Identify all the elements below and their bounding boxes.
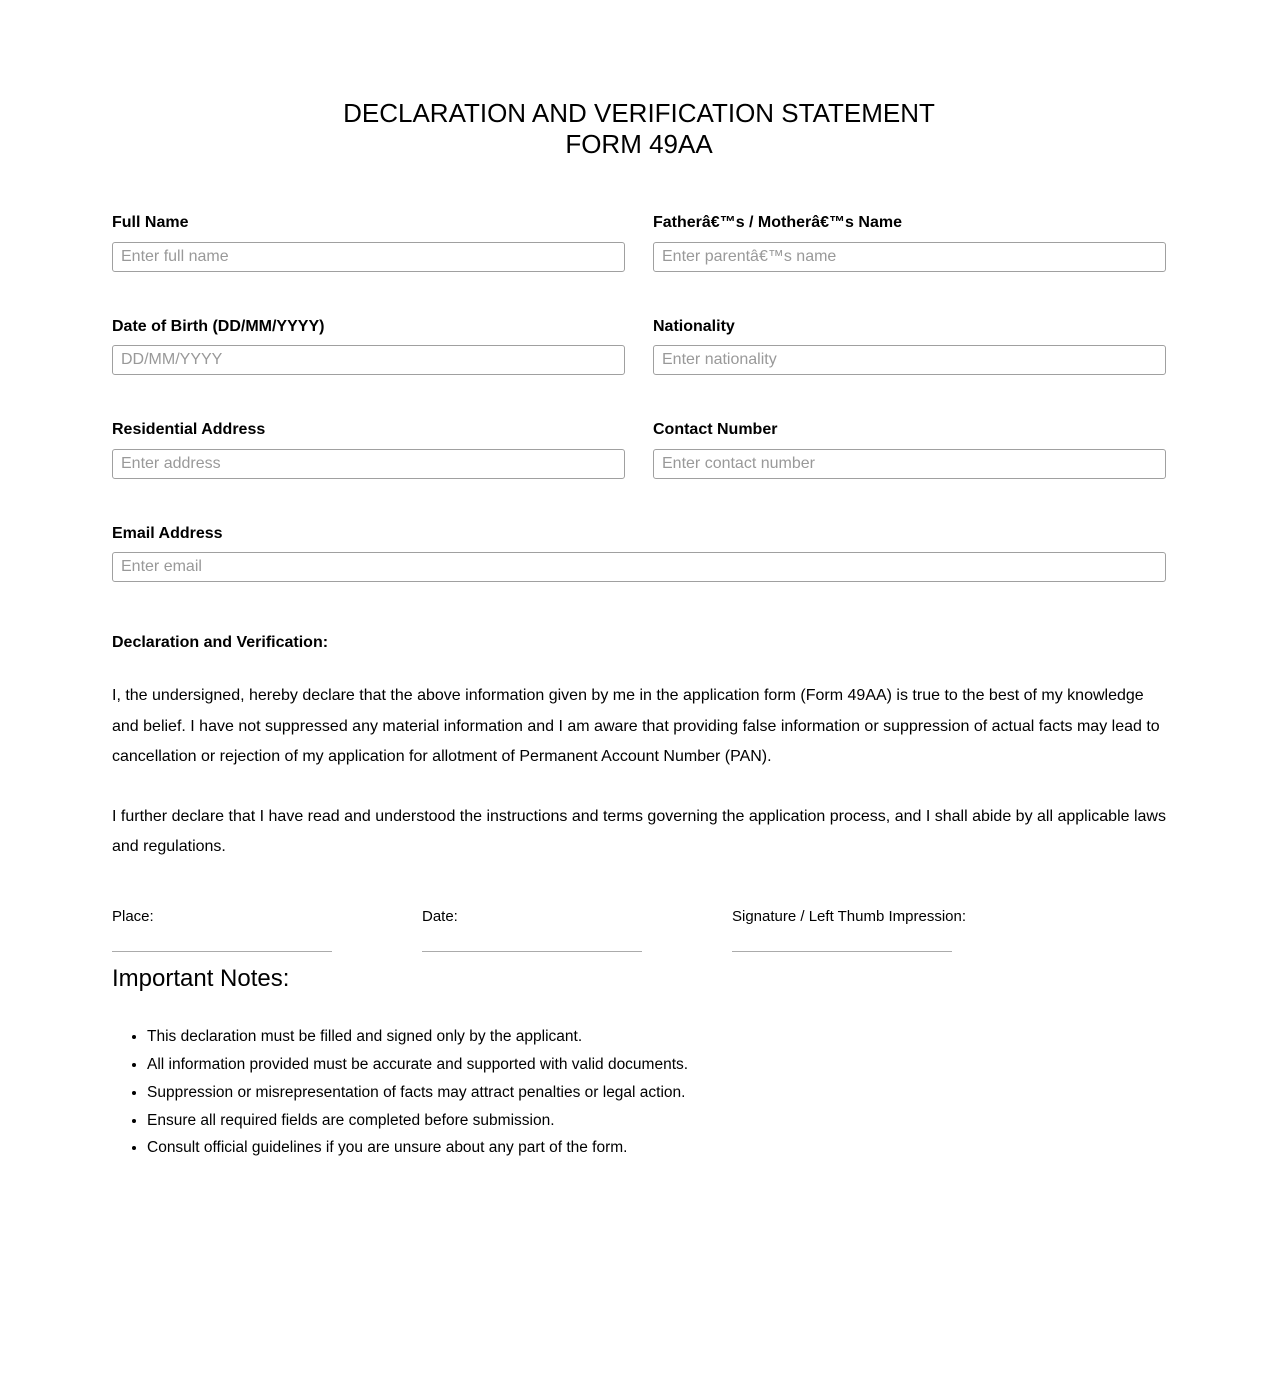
form-row-2 — [112, 318, 1166, 375]
form-page — [112, 98, 1166, 1157]
residential-address-input[interactable] — [112, 449, 625, 479]
note-item: • Suppression or misrepresentation of facts may attract penalties or legal action. — [147, 1084, 1166, 1102]
date-block — [422, 908, 732, 951]
date-label: Date: — [422, 908, 458, 926]
email-address-label: Email Address — [112, 524, 223, 542]
nationality-label: Nationality — [653, 317, 735, 335]
full-name-input[interactable] — [112, 242, 625, 272]
contact-number-label: Contact Number — [653, 421, 778, 439]
contact-number-input[interactable] — [653, 449, 1166, 479]
email-address-input[interactable] — [112, 552, 1166, 582]
nationality-input[interactable] — [653, 345, 1166, 375]
signature-line — [732, 951, 952, 952]
page-title-line2: FORM 49AA — [565, 129, 713, 160]
note-item: • Ensure all required fields are completed before submission. — [147, 1112, 1166, 1130]
form-row-4 — [112, 525, 1166, 582]
field-date-of-birth — [112, 318, 625, 375]
date-line — [422, 951, 642, 952]
field-nationality — [653, 318, 1166, 375]
declaration-heading: Declaration and Verification: — [112, 633, 329, 651]
declaration-paragraph-1: I, the undersigned, hereby declare that the above information given by me in the application form (Form 49AA) is true to the best of my knowledge and belief. I have not suppressed any material information and I am aware that providing false information or suppression of actual facts may lead to cancellation or rejection of my application for allotment of Permanent Account Number (PAN). — [112, 687, 1160, 766]
note-item: • Consult official guidelines if you are unsure about any part of the form. — [147, 1139, 1166, 1157]
parents-name-input[interactable] — [653, 242, 1166, 272]
note-item: • All information provided must be accurate and supported with valid documents. — [147, 1056, 1166, 1074]
page-title — [112, 98, 1166, 160]
field-full-name — [112, 214, 625, 271]
parents-name-label: Fatherâ€™s / Motherâ€™s Name — [653, 214, 902, 232]
date-of-birth-input[interactable] — [112, 345, 625, 375]
field-parents-name — [653, 214, 1166, 271]
place-label: Place: — [112, 908, 154, 926]
residential-address-label: Residential Address — [112, 421, 266, 439]
form-row-3 — [112, 421, 1166, 478]
page-title-line1: DECLARATION AND VERIFICATION STATEMENT — [343, 98, 935, 128]
field-contact-number — [653, 421, 1166, 478]
signature-block — [732, 908, 966, 951]
place-block — [112, 908, 422, 951]
signature-row — [112, 908, 1166, 951]
date-of-birth-label: Date of Birth (DD/MM/YYYY) — [112, 317, 325, 335]
signature-label: Signature / Left Thumb Impression: — [732, 908, 967, 926]
important-notes-heading: Important Notes: — [112, 964, 290, 992]
form-row-1 — [112, 214, 1166, 271]
important-notes-list — [112, 1028, 1166, 1157]
place-line — [112, 951, 332, 952]
declaration-paragraph-2: I further declare that I have read and understood the instructions and terms governing the application process, and I shall abide by all applicable laws and regulations. — [112, 807, 1166, 855]
field-email-address — [112, 525, 1166, 582]
note-item: • This declaration must be filled and signed only by the applicant. — [147, 1028, 1166, 1046]
full-name-label: Full Name — [112, 214, 189, 232]
field-residential-address — [112, 421, 625, 478]
